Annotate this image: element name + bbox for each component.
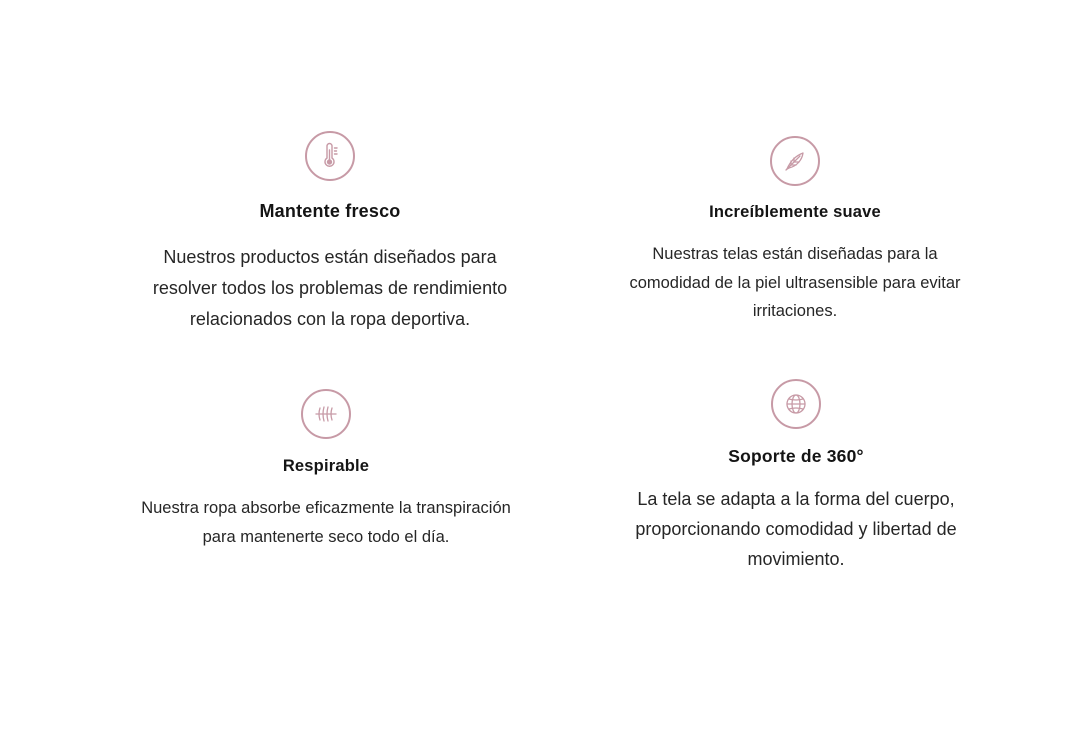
feature-card-360-support (606, 379, 986, 574)
feature-description: Nuestras telas están diseñadas para la comodidad de la piel ultrasensible para evitar irritaciones. (629, 245, 961, 320)
feature-card-breathable (136, 389, 516, 551)
breathable-fabric-icon (301, 389, 351, 439)
thermometer-icon (305, 131, 355, 181)
globe-icon (771, 379, 821, 429)
feature-title: Increíblemente suave (709, 203, 881, 221)
feature-description: La tela se adapta a la forma del cuerpo, proporcionando comodidad y libertad de movimiento. (635, 489, 957, 569)
feature-card-soft (615, 136, 975, 326)
feature-title: Mantente fresco (259, 201, 401, 221)
feature-title: Respirable (282, 457, 370, 475)
feature-description: Nuestra ropa absorbe eficazmente la transpiración para mantenerte seco todo el día. (141, 499, 511, 546)
feather-icon (770, 136, 820, 186)
feature-title: Soporte de 360° (728, 446, 864, 466)
feature-description: Nuestros productos están diseñados para resolver todos los problemas de rendimiento relacionados con la ropa deportiva. (152, 247, 508, 329)
feature-card-stay-cool (130, 131, 530, 335)
